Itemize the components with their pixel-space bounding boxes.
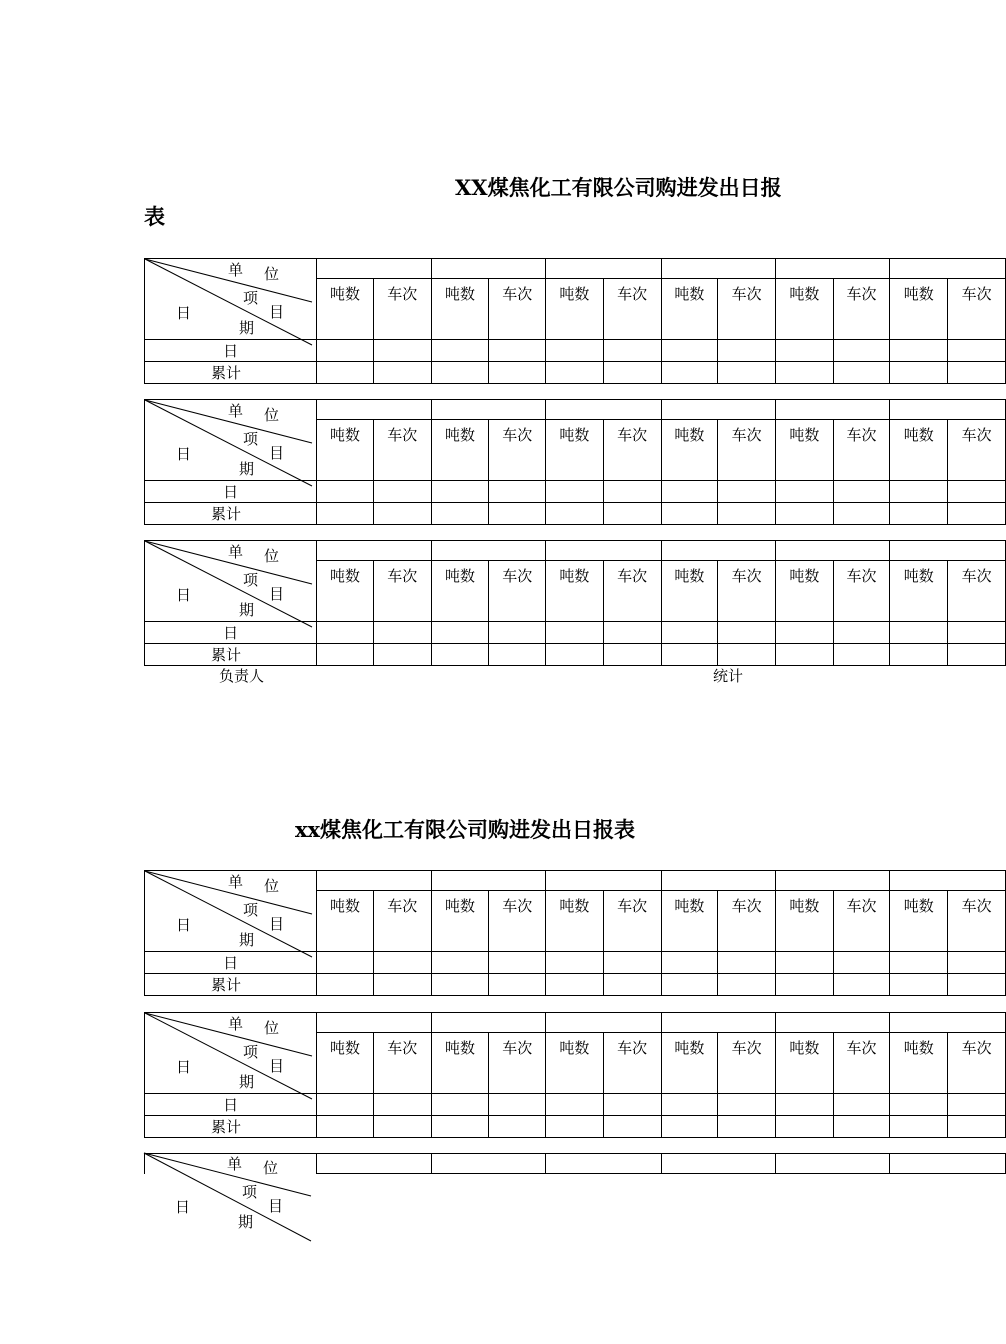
- unit-header-cell: [317, 871, 431, 891]
- data-cell: [661, 1094, 718, 1116]
- data-cell: [775, 622, 833, 644]
- data-cell: [546, 644, 604, 666]
- data-cell: [431, 622, 489, 644]
- column-label: 吨数: [775, 1033, 833, 1094]
- data-cell: [775, 952, 833, 974]
- diagonal-header-cell: 单 位 项 目 日 期: [145, 541, 317, 622]
- column-label: 车次: [948, 1033, 1006, 1094]
- column-label: 吨数: [431, 1033, 489, 1094]
- column-label: 车次: [489, 279, 546, 340]
- data-cell: [431, 952, 489, 974]
- data-cell: [775, 1116, 833, 1138]
- data-cell: [775, 481, 833, 503]
- data-cell: [661, 481, 718, 503]
- data-cell: [603, 974, 661, 996]
- unit-header-cell: [775, 1013, 889, 1033]
- data-cell: [948, 622, 1006, 644]
- column-label: 车次: [603, 420, 661, 481]
- data-cell: [489, 1094, 546, 1116]
- column-label: 吨数: [317, 1033, 374, 1094]
- data-cell: [718, 503, 776, 525]
- column-label: 车次: [833, 420, 890, 481]
- column-label: 车次: [603, 1033, 661, 1094]
- diagonal-header-cell: 单 位 项 目 日 期: [145, 1013, 317, 1094]
- column-label: 吨数: [546, 279, 604, 340]
- data-cell: [603, 362, 661, 384]
- column-label: 吨数: [431, 561, 489, 622]
- unit-header-cell: [661, 259, 775, 279]
- unit-header-cell: [775, 871, 889, 891]
- column-label: 吨数: [546, 561, 604, 622]
- unit-header-cell: [431, 871, 545, 891]
- column-label: 吨数: [317, 891, 374, 952]
- data-cell: [603, 1094, 661, 1116]
- report-table: [144, 399, 992, 525]
- diagonal-header-cell: 单 位 项 目 日 期: [145, 871, 317, 952]
- data-cell: [317, 481, 374, 503]
- data-cell: [661, 503, 718, 525]
- row-label-day: 日: [145, 952, 317, 974]
- unit-header-cell: [546, 259, 661, 279]
- column-label: 车次: [489, 891, 546, 952]
- data-cell: [546, 340, 604, 362]
- data-cell: [431, 340, 489, 362]
- unit-header-cell: [661, 1154, 775, 1174]
- report-table: [144, 540, 992, 666]
- data-cell: [890, 974, 948, 996]
- data-cell: [603, 340, 661, 362]
- unit-header-cell: [431, 259, 545, 279]
- column-label: 车次: [833, 279, 890, 340]
- data-cell: [661, 644, 718, 666]
- data-cell: [373, 1094, 431, 1116]
- data-cell: [431, 362, 489, 384]
- data-cell: [948, 974, 1006, 996]
- data-cell: [317, 644, 374, 666]
- data-cell: [890, 1116, 948, 1138]
- data-cell: [489, 503, 546, 525]
- column-label: 吨数: [775, 561, 833, 622]
- data-cell: [489, 481, 546, 503]
- data-cell: [603, 952, 661, 974]
- column-label: 吨数: [661, 1033, 718, 1094]
- data-cell: [489, 952, 546, 974]
- data-cell: [890, 481, 948, 503]
- row-label-day: 日: [145, 1094, 317, 1116]
- column-label: 车次: [948, 420, 1006, 481]
- unit-header-cell: [661, 1013, 775, 1033]
- column-label: 车次: [373, 561, 431, 622]
- data-cell: [317, 974, 374, 996]
- column-label: 车次: [373, 891, 431, 952]
- column-label: 吨数: [890, 420, 948, 481]
- column-label: 车次: [489, 1033, 546, 1094]
- data-cell: [546, 974, 604, 996]
- column-label: 吨数: [775, 891, 833, 952]
- unit-header-cell: [431, 1013, 545, 1033]
- data-cell: [317, 1094, 374, 1116]
- column-label: 吨数: [890, 1033, 948, 1094]
- column-label: 吨数: [431, 279, 489, 340]
- data-cell: [603, 481, 661, 503]
- column-label: 吨数: [890, 279, 948, 340]
- unit-header-cell: [546, 541, 661, 561]
- unit-header-cell: [775, 259, 889, 279]
- data-cell: [546, 481, 604, 503]
- column-label: 吨数: [546, 420, 604, 481]
- data-cell: [718, 481, 776, 503]
- data-cell: [833, 481, 890, 503]
- data-cell: [948, 952, 1006, 974]
- unit-header-cell: [546, 400, 661, 420]
- column-label: 车次: [489, 420, 546, 481]
- data-cell: [948, 1116, 1006, 1138]
- data-cell: [373, 622, 431, 644]
- data-cell: [546, 362, 604, 384]
- data-cell: [546, 1094, 604, 1116]
- unit-header-cell: [317, 400, 431, 420]
- data-cell: [890, 340, 948, 362]
- column-label: 吨数: [431, 420, 489, 481]
- column-label: 车次: [718, 1033, 776, 1094]
- column-label: 车次: [833, 1033, 890, 1094]
- data-cell: [373, 644, 431, 666]
- data-cell: [775, 503, 833, 525]
- data-cell: [890, 503, 948, 525]
- data-cell: [431, 503, 489, 525]
- data-cell: [489, 362, 546, 384]
- data-cell: [317, 1116, 374, 1138]
- data-cell: [890, 622, 948, 644]
- data-cell: [948, 503, 1006, 525]
- row-label-day: 日: [145, 481, 317, 503]
- report-table: [144, 1012, 992, 1138]
- unit-header-cell: [431, 400, 545, 420]
- unit-header-cell: [431, 1154, 545, 1174]
- row-label-total: 累计: [145, 974, 317, 996]
- report-title-line1: XX煤焦化工有限公司购进发出日报: [455, 175, 782, 200]
- column-label: 车次: [718, 561, 776, 622]
- unit-header-cell: [890, 1154, 1006, 1174]
- report-title-line2: 表: [144, 204, 165, 229]
- data-cell: [775, 974, 833, 996]
- data-cell: [948, 1094, 1006, 1116]
- footer-responsible: 负责人: [219, 667, 265, 685]
- unit-header-cell: [661, 541, 775, 561]
- data-cell: [373, 481, 431, 503]
- column-label: 吨数: [775, 420, 833, 481]
- data-cell: [718, 340, 776, 362]
- column-label: 吨数: [661, 561, 718, 622]
- report-table: [144, 258, 992, 384]
- data-cell: [317, 340, 374, 362]
- unit-header-cell: [775, 1154, 889, 1174]
- data-cell: [373, 952, 431, 974]
- data-cell: [718, 362, 776, 384]
- column-label: 车次: [603, 891, 661, 952]
- column-label: 吨数: [546, 891, 604, 952]
- unit-header-cell: [890, 259, 1006, 279]
- data-cell: [431, 1116, 489, 1138]
- data-cell: [661, 622, 718, 644]
- data-cell: [317, 952, 374, 974]
- data-cell: [890, 362, 948, 384]
- data-cell: [317, 503, 374, 525]
- row-label-total: 累计: [145, 362, 317, 384]
- unit-header-cell: [317, 541, 431, 561]
- column-label: 吨数: [661, 279, 718, 340]
- data-cell: [948, 481, 1006, 503]
- data-cell: [373, 362, 431, 384]
- column-label: 车次: [948, 279, 1006, 340]
- data-cell: [775, 340, 833, 362]
- data-cell: [431, 1094, 489, 1116]
- column-label: 车次: [373, 1033, 431, 1094]
- data-cell: [833, 952, 890, 974]
- diagonal-header-cell: 单 位 项 目 日 期: [145, 259, 317, 340]
- data-cell: [546, 1116, 604, 1138]
- column-label: 吨数: [317, 561, 374, 622]
- data-cell: [775, 644, 833, 666]
- data-cell: [833, 1094, 890, 1116]
- column-label: 车次: [718, 891, 776, 952]
- data-cell: [431, 481, 489, 503]
- unit-header-cell: [317, 1154, 431, 1174]
- unit-header-cell: [775, 400, 889, 420]
- column-label: 吨数: [775, 279, 833, 340]
- data-cell: [718, 644, 776, 666]
- unit-header-cell: [546, 1154, 661, 1174]
- column-label: 吨数: [661, 891, 718, 952]
- data-cell: [489, 1116, 546, 1138]
- data-cell: [661, 1116, 718, 1138]
- column-label: 吨数: [661, 420, 718, 481]
- data-cell: [661, 952, 718, 974]
- data-cell: [890, 1094, 948, 1116]
- report-title-second: xx煤焦化工有限公司购进发出日报表: [295, 817, 636, 842]
- column-label: 吨数: [546, 1033, 604, 1094]
- column-label: 车次: [833, 891, 890, 952]
- data-cell: [661, 974, 718, 996]
- unit-header-cell: [890, 871, 1006, 891]
- column-label: 吨数: [890, 891, 948, 952]
- data-cell: [775, 1094, 833, 1116]
- column-label: 车次: [603, 279, 661, 340]
- data-cell: [373, 1116, 431, 1138]
- data-cell: [431, 644, 489, 666]
- column-label: 车次: [603, 561, 661, 622]
- data-cell: [661, 362, 718, 384]
- unit-header-cell: [317, 259, 431, 279]
- data-cell: [489, 644, 546, 666]
- footer-stats: 统计: [713, 667, 744, 685]
- data-cell: [373, 340, 431, 362]
- data-cell: [489, 340, 546, 362]
- column-label: 吨数: [890, 561, 948, 622]
- column-label: 车次: [833, 561, 890, 622]
- row-label-total: 累计: [145, 644, 317, 666]
- data-cell: [603, 644, 661, 666]
- data-cell: [890, 644, 948, 666]
- data-cell: [546, 503, 604, 525]
- unit-header-cell: [431, 541, 545, 561]
- data-cell: [603, 1116, 661, 1138]
- data-cell: [317, 622, 374, 644]
- data-cell: [718, 974, 776, 996]
- unit-header-cell: [890, 1013, 1006, 1033]
- data-cell: [661, 340, 718, 362]
- data-cell: [833, 644, 890, 666]
- column-label: 车次: [373, 420, 431, 481]
- data-cell: [833, 503, 890, 525]
- diagonal-header-cell: 单 位 项 目 日 期: [145, 400, 317, 481]
- data-cell: [948, 340, 1006, 362]
- data-cell: [317, 362, 374, 384]
- data-cell: [833, 974, 890, 996]
- unit-header-cell: [661, 871, 775, 891]
- data-cell: [489, 974, 546, 996]
- data-cell: [489, 622, 546, 644]
- unit-header-cell: [890, 400, 1006, 420]
- unit-header-cell: [317, 1013, 431, 1033]
- row-label-day: 日: [145, 622, 317, 644]
- unit-header-cell: [546, 871, 661, 891]
- data-cell: [373, 503, 431, 525]
- column-label: 车次: [489, 561, 546, 622]
- column-label: 车次: [718, 420, 776, 481]
- data-cell: [546, 952, 604, 974]
- data-cell: [833, 1116, 890, 1138]
- unit-header-cell: [890, 541, 1006, 561]
- data-cell: [833, 362, 890, 384]
- row-label-day: 日: [145, 340, 317, 362]
- row-label-total: 累计: [145, 1116, 317, 1138]
- data-cell: [833, 340, 890, 362]
- report-table: [144, 870, 992, 996]
- unit-header-cell: [661, 400, 775, 420]
- data-cell: [603, 622, 661, 644]
- column-label: 车次: [373, 279, 431, 340]
- column-label: 吨数: [431, 891, 489, 952]
- data-cell: [718, 1094, 776, 1116]
- data-cell: [603, 503, 661, 525]
- data-cell: [890, 952, 948, 974]
- data-cell: [948, 362, 1006, 384]
- column-label: 吨数: [317, 279, 374, 340]
- data-cell: [431, 974, 489, 996]
- data-cell: [373, 974, 431, 996]
- data-cell: [718, 1116, 776, 1138]
- unit-header-cell: [546, 1013, 661, 1033]
- column-label: 车次: [948, 891, 1006, 952]
- unit-header-cell: [775, 541, 889, 561]
- column-label: 吨数: [317, 420, 374, 481]
- diagonal-header-partial: 单 位 项 目 日 期: [144, 1153, 312, 1243]
- data-cell: [775, 362, 833, 384]
- column-label: 车次: [718, 279, 776, 340]
- data-cell: [833, 622, 890, 644]
- data-cell: [546, 622, 604, 644]
- data-cell: [718, 622, 776, 644]
- data-cell: [948, 644, 1006, 666]
- column-label: 车次: [948, 561, 1006, 622]
- data-cell: [718, 952, 776, 974]
- row-label-total: 累计: [145, 503, 317, 525]
